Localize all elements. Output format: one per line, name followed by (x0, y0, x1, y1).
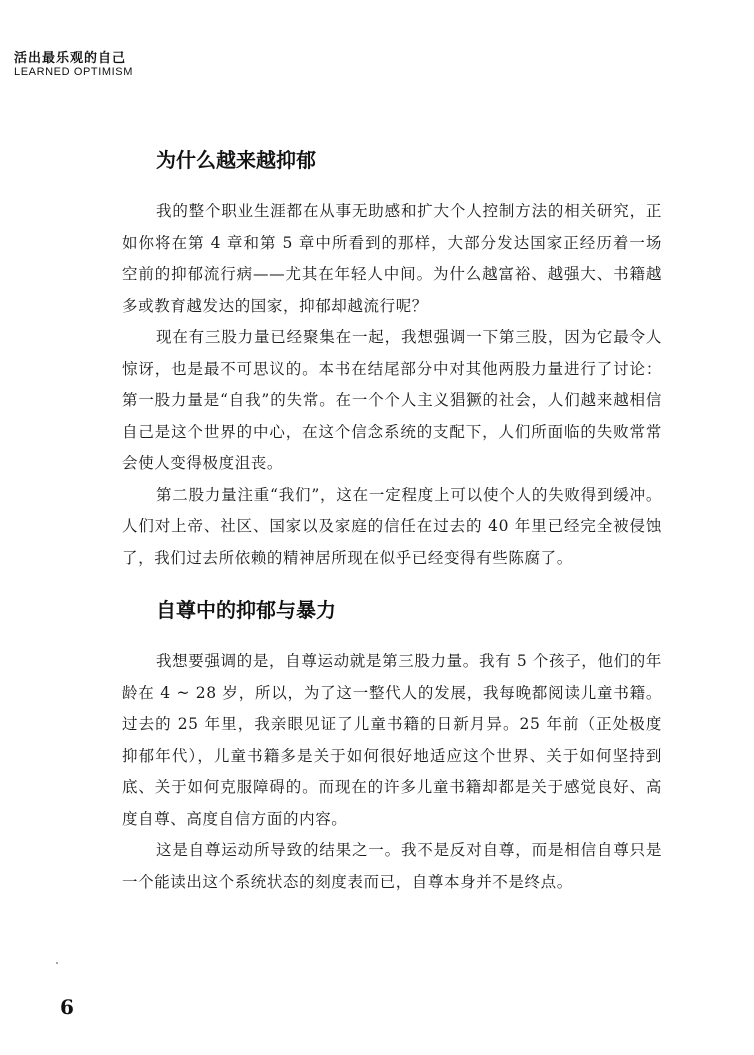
scan-speck (56, 962, 58, 964)
body-paragraph: 我的整个职业生涯都在从事无助感和扩大个人控制方法的相关研究，正如你将在第 4 章和第 5 章中所看到的那样，大部分发达国家正经历着一场空前的抑郁流行病——尤其在年轻人中间。为什么越富裕、越强大、书籍越多或教育越发达的国家，抑郁却越流行呢？ (122, 202, 662, 315)
section-heading-why-more-depressed: 为什么越来越抑郁 (156, 148, 316, 172)
body-paragraph: 现在有三股力量已经聚集在一起，我想强调一下第三股，因为它最令人惊讶，也是最不可思议的。本书在结尾部分中对其他两股力量进行了讨论：第一股力量是“自我”的失常。在一个个人主义猖獗的社会，人们越来越相信自己是这个世界的中心，在这个信念系统的支配下，人们所面临的失败常常会使人变得极度沮丧。 (122, 328, 662, 472)
running-head (14, 52, 133, 78)
running-head-chinese-title: 活出最乐观的自己 (14, 51, 127, 66)
section-heading-self-esteem-depression-violence: 自尊中的抑郁与暴力 (156, 598, 336, 622)
body-paragraph: 这是自尊运动所导致的结果之一。我不是反对自尊，而是相信自尊只是一个能读出这个系统状态的刻度表而已，自尊本身并不是终点。 (122, 841, 662, 891)
body-paragraph: 第二股力量注重“我们”，这在一定程度上可以使个人的失败得到缓冲。人们对上帝、社区、国家以及家庭的信任在过去的 40 年里已经完全被侵蚀了，我们过去所依赖的精神居所现在似乎已经变得有些陈腐了。 (122, 485, 662, 567)
page-body (122, 144, 662, 898)
body-paragraph: 我想要强调的是，自尊运动就是第三股力量。我有 5 个孩子，他们的年龄在 4 ~ 28 岁，所以，为了这一整代人的发展，我每晚都阅读儿童书籍。过去的 25 年里，我亲眼见证了儿童书籍的日新月异。25 年前（正处极度抑郁年代），儿童书籍多是关于如何很好地适应这个世界、关于如何坚持到底、关于如何克服障碍的。而现在的许多儿童书籍却都是关于感觉良好、高度自尊、高度自信方面的内容。 (122, 652, 662, 828)
running-head-english-title: LEARNED OPTIMISM (14, 66, 134, 78)
page-number: 6 (60, 995, 74, 1019)
